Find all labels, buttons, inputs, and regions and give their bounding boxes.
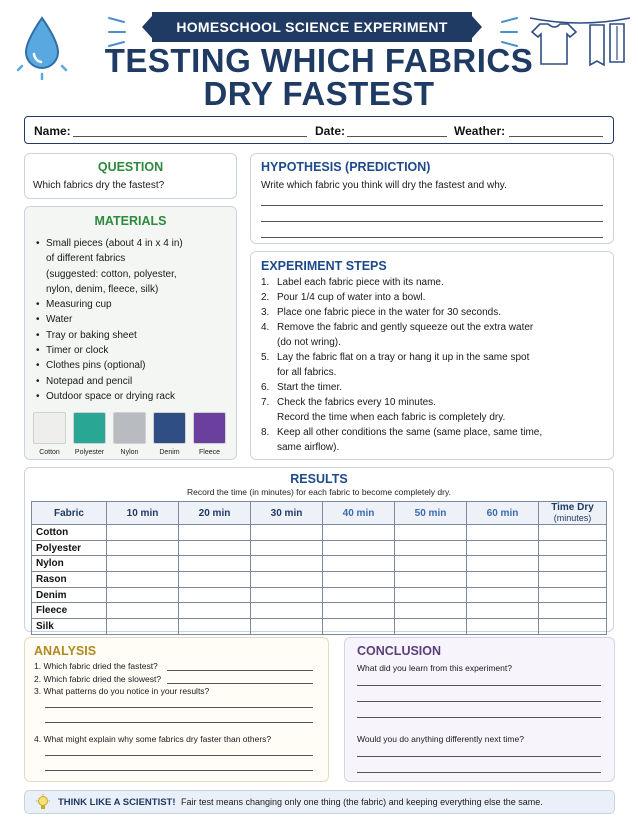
materials-list [35,236,236,404]
step-text: Record the time when each fabric is completely dry. [277,412,506,423]
step-text: Label each fabric piece with its name. [277,277,444,288]
step-item [261,275,613,290]
page-title: TESTING WHICH FABRICS DRY FASTEST [104,42,534,112]
date-field[interactable] [347,136,447,137]
table-row [32,525,607,541]
result-cell[interactable] [323,587,395,603]
result-cell[interactable] [251,540,323,556]
step-text: Pour 1/4 cup of water into a bowl. [277,292,426,303]
step-text: Remove the fabric and gently squeeze out the extra water [277,322,534,333]
result-cell[interactable] [179,619,251,635]
date-label: Date: [315,124,346,138]
conclusion-question-2: Would you do anything differently next time? [357,734,524,744]
step-item [261,440,613,455]
result-cell[interactable] [467,556,539,572]
analysis-question-4: 4. What might explain why some fabrics dry faster than others? [34,734,272,744]
answer-line[interactable] [357,772,601,773]
fabric-swatch-fleece [193,412,226,444]
conclusion-question-1: What did you learn from this experiment? [357,663,512,673]
question-heading: QUESTION [97,160,164,174]
column-header: Fabric [32,502,107,525]
table-row [32,556,607,572]
result-cell[interactable] [251,619,323,635]
step-text: Start the timer. [277,382,343,393]
answer-line[interactable] [357,685,601,686]
material-item: nylon, denim, fleece, silk) [46,283,159,295]
result-cell[interactable] [251,587,323,603]
column-header: 60 min [467,502,539,525]
fabric-swatch-polyester [73,412,106,444]
result-cell[interactable] [179,587,251,603]
analysis-question-2: 2. Which fabric dried the slowest? [34,674,162,684]
fabric-name-cell: Silk [32,619,107,635]
lightbulb-icon [35,794,51,812]
result-cell[interactable] [107,525,179,541]
answer-line[interactable] [167,670,313,671]
conclusion-box [344,637,615,782]
answer-line[interactable] [357,701,601,702]
result-cell[interactable] [467,619,539,635]
materials-box [24,206,237,460]
material-item: of different fabrics [46,253,126,265]
result-cell[interactable] [395,556,467,572]
swatch-label: Cotton [39,449,60,456]
result-cell[interactable] [179,572,251,588]
step-item [261,395,613,410]
step-number: 7. [261,397,270,408]
swatch-label: Denim [159,449,180,456]
tip-bar [24,790,615,814]
result-cell[interactable] [539,556,607,572]
weather-label: Weather: [454,124,506,138]
table-row [32,572,607,588]
material-item: • Timer or clock [35,343,236,358]
material-item: (suggested: cotton, polyester, [46,268,177,280]
result-cell[interactable] [395,572,467,588]
result-cell[interactable] [323,603,395,619]
table-row [32,619,607,635]
info-bar [24,116,614,144]
weather-field[interactable] [509,136,603,137]
results-heading: RESULTS [290,472,348,486]
table-row [32,603,607,619]
column-header: 40 min [323,502,395,525]
result-cell[interactable] [107,540,179,556]
table-row [32,587,607,603]
answer-line[interactable] [45,722,313,723]
step-text: Lay the fabric flat on a tray or hang it up in the same spot [277,352,530,363]
result-cell[interactable] [323,556,395,572]
fabric-name-cell: Rason [32,572,107,588]
step-item [261,335,613,350]
material-item: • Notepad and pencil [35,374,236,389]
result-cell[interactable] [107,603,179,619]
step-item [261,350,613,365]
result-cell[interactable] [179,556,251,572]
materials-heading: MATERIALS [94,214,167,228]
material-item: • Tray or baking sheet [35,328,236,343]
fabric-name-cell: Denim [32,587,107,603]
result-cell[interactable] [323,619,395,635]
step-number: 6. [261,382,270,393]
step-text: Check the fabrics every 10 minutes. [277,397,436,408]
hypothesis-line[interactable] [261,205,603,206]
result-cell[interactable] [467,587,539,603]
step-item [261,365,613,380]
result-cell[interactable] [539,540,607,556]
fabric-name-cell: Nylon [32,556,107,572]
column-header: 10 min [107,502,179,525]
answer-line[interactable] [167,683,313,684]
result-cell[interactable] [395,540,467,556]
name-label: Name: [34,124,71,138]
step-item [261,305,613,320]
result-cell[interactable] [467,603,539,619]
result-cell[interactable] [395,587,467,603]
results-table [31,501,607,635]
step-number: 1. [261,277,270,288]
material-item: • Clothes pins (optional) [35,358,236,373]
fabric-swatch-cotton [33,412,66,444]
column-header: 30 min [251,502,323,525]
result-cell[interactable] [323,572,395,588]
result-cell[interactable] [251,556,323,572]
answer-line[interactable] [357,756,601,757]
steps-heading: EXPERIMENT STEPS [261,259,387,273]
material-item: • Outdoor space or drying rack [35,389,236,404]
fabric-name-cell: Polyester [32,540,107,556]
step-item [261,410,613,425]
material-item: • Water [35,312,236,327]
result-cell[interactable] [539,603,607,619]
fabric-swatch-denim [153,412,186,444]
result-cell[interactable] [395,603,467,619]
result-cell[interactable] [467,525,539,541]
step-text: Keep all other conditions the same (same place, same time, [277,427,543,438]
step-number: 5. [261,352,270,363]
step-number: 4. [261,322,270,333]
result-cell[interactable] [107,572,179,588]
step-item [261,380,613,395]
question-text: Which fabrics dry the fastest? [33,180,165,191]
result-cell[interactable] [539,587,607,603]
result-cell[interactable] [107,587,179,603]
tip-label: THINK LIKE A SCIENTIST! [58,797,176,808]
result-cell[interactable] [539,572,607,588]
step-item [261,320,613,335]
steps-box [250,251,614,460]
step-text: same airflow). [277,442,340,453]
hypothesis-line[interactable] [261,221,603,222]
result-cell[interactable] [467,572,539,588]
step-number: 8. [261,427,270,438]
result-cell[interactable] [251,525,323,541]
result-cell[interactable] [323,525,395,541]
answer-line[interactable] [45,755,313,756]
step-item [261,290,613,305]
conclusion-heading: CONCLUSION [357,644,442,658]
answer-line[interactable] [357,717,601,718]
name-field[interactable] [73,136,307,137]
answer-line[interactable] [45,770,313,771]
question-box [24,153,237,199]
answer-line[interactable] [45,707,313,708]
result-cell[interactable] [395,525,467,541]
result-cell[interactable] [395,619,467,635]
column-subheader: (minutes) [553,513,592,523]
results-subtitle: Record the time (in minutes) for each fabric to become completely dry. [187,487,451,497]
steps-list [261,275,613,455]
analysis-heading: ANALYSIS [34,644,97,658]
step-text: for all fabrics. [277,367,337,378]
result-cell[interactable] [107,556,179,572]
result-cell[interactable] [179,603,251,619]
header-banner: HOMESCHOOL SCIENCE EXPERIMENT [152,12,472,42]
step-number: 2. [261,292,270,303]
result-cell[interactable] [107,619,179,635]
result-cell[interactable] [539,619,607,635]
hypothesis-heading: HYPOTHESIS (PREDICTION) [261,160,431,174]
swatch-label: Polyester [74,449,105,456]
analysis-question-1: 1. Which fabric dried the fastest? [34,661,158,671]
analysis-question-3: 3. What patterns do you notice in your results? [34,686,210,696]
result-cell[interactable] [539,525,607,541]
hypothesis-text: Write which fabric you think will dry the fastest and why. [261,180,507,191]
column-header: Time Dry (minutes) [539,502,607,525]
step-item [261,425,613,440]
step-number: 3. [261,307,270,318]
swatch-label: Fleece [198,449,220,456]
column-header: 20 min [179,502,251,525]
hypothesis-box [250,153,614,244]
fabric-swatch-nylon [113,412,146,444]
result-cell[interactable] [467,540,539,556]
result-cell[interactable] [323,540,395,556]
fabric-name-cell: Fleece [32,603,107,619]
step-text: (do not wring). [277,337,341,348]
table-row [32,540,607,556]
result-cell[interactable] [251,572,323,588]
analysis-box [24,637,329,782]
tip-text: Fair test means changing only one thing (the fabric) and keeping everything else the same. [181,797,543,807]
result-cell[interactable] [251,603,323,619]
fabric-name-cell: Cotton [32,525,107,541]
step-text: Place one fabric piece in the water for 30 seconds. [277,307,502,318]
column-header: 50 min [395,502,467,525]
result-cell[interactable] [179,525,251,541]
hypothesis-line[interactable] [261,237,603,238]
result-cell[interactable] [179,540,251,556]
material-item: • Measuring cup [35,297,236,312]
swatch-label: Nylon [120,449,139,456]
material-item: • Small pieces (about 4 in x 4 in) [35,236,236,251]
